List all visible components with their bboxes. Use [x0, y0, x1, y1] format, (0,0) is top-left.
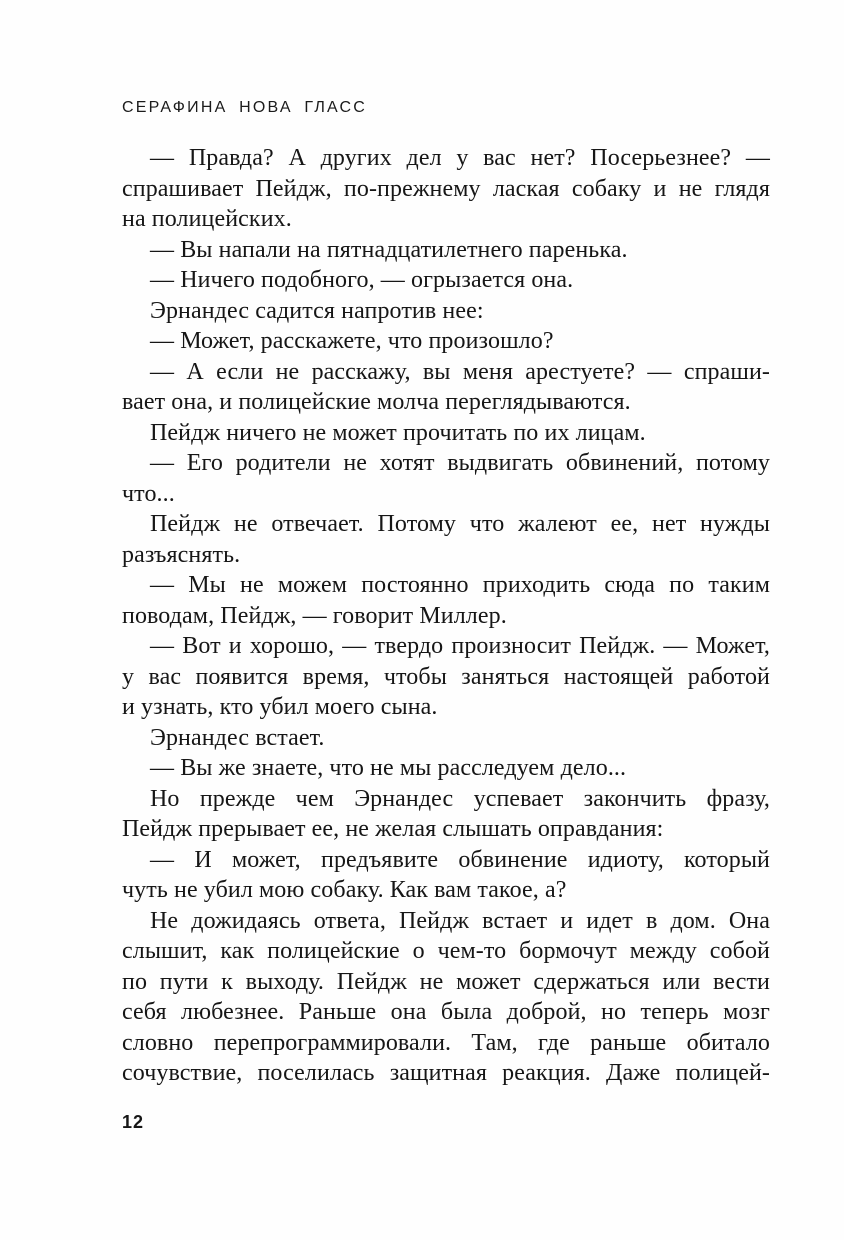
text-line: — Его родители не хотят выдвигать обвинений, потому — [150, 450, 770, 476]
text-line: спрашивает Пейдж, по-прежнему лаская собаку и не глядя — [122, 175, 770, 202]
text-line: вает она, и полицейские молча переглядываются. — [122, 389, 631, 415]
text-line: словно перепрограммировали. Там, где раньше обитало — [122, 1029, 770, 1056]
text-line: — Может, расскажете, что произошло? — [150, 328, 554, 354]
text-line: — Мы не можем постоянно приходить сюда по таким — [150, 572, 770, 598]
text-line: на полицейских. — [122, 206, 292, 232]
text-line: Не дожидаясь ответа, Пейдж встает и идет в дом. Она — [150, 907, 770, 934]
text-line: — Вы напали на пятнадцатилетнего паренька. — [150, 236, 628, 263]
running-header: СЕРАФИНА НОВА ГЛАСС — [122, 99, 368, 116]
text-line: Эрнандес садится напротив нее: — [150, 297, 484, 324]
text-line: — И может, предъявите обвинение идиоту, который — [150, 846, 770, 873]
text-line: разъяснять. — [122, 541, 241, 568]
text-line: что... — [122, 480, 175, 507]
text-line: поводам, Пейдж, — говорит Миллер. — [122, 602, 507, 629]
page-number: 12 — [122, 1112, 145, 1132]
text-line: чуть не убил мою собаку. Как вам такое, а? — [122, 877, 567, 903]
text-line: Пейдж не отвечает. Потому что жалеют ее, нет нужды — [150, 511, 770, 537]
text-line: — Вот и хорошо, — твердо произносит Пейдж. — Может, — [150, 633, 770, 659]
text-line: по пути к выходу. Пейдж не может сдержаться или вести — [122, 968, 770, 995]
text-line: — Ничего подобного, — огрызается она. — [150, 267, 574, 293]
text-line: и узнать, кто убил моего сына. — [122, 694, 438, 720]
text-line: — А если не расскажу, вы меня арестуете? — спраши- — [150, 358, 770, 385]
body-text — [122, 143, 770, 1089]
text-line: у вас появится время, чтобы заняться настоящей работой — [122, 663, 770, 690]
text-line: слышит, как полицейские о чем-то бормочут между собой — [122, 938, 770, 964]
text-line: Пейдж ничего не может прочитать по их лицам. — [150, 419, 646, 446]
text-line: сочувствие, поселилась защитная реакция. Даже полицей- — [122, 1060, 770, 1086]
text-line: — Вы же знаете, что не мы расследуем дело... — [150, 755, 627, 781]
text-line: себя любезнее. Раньше она была доброй, но теперь мозг — [122, 999, 770, 1025]
text-line: Эрнандес встает. — [150, 724, 325, 751]
text-line: Пейдж прерывает ее, не желая слышать оправдания: — [122, 816, 664, 842]
text-line: Но прежде чем Эрнандес успевает закончить фразу, — [150, 785, 770, 812]
text-line: — Правда? А других дел у вас нет? Посерьезнее? — — [150, 145, 770, 171]
